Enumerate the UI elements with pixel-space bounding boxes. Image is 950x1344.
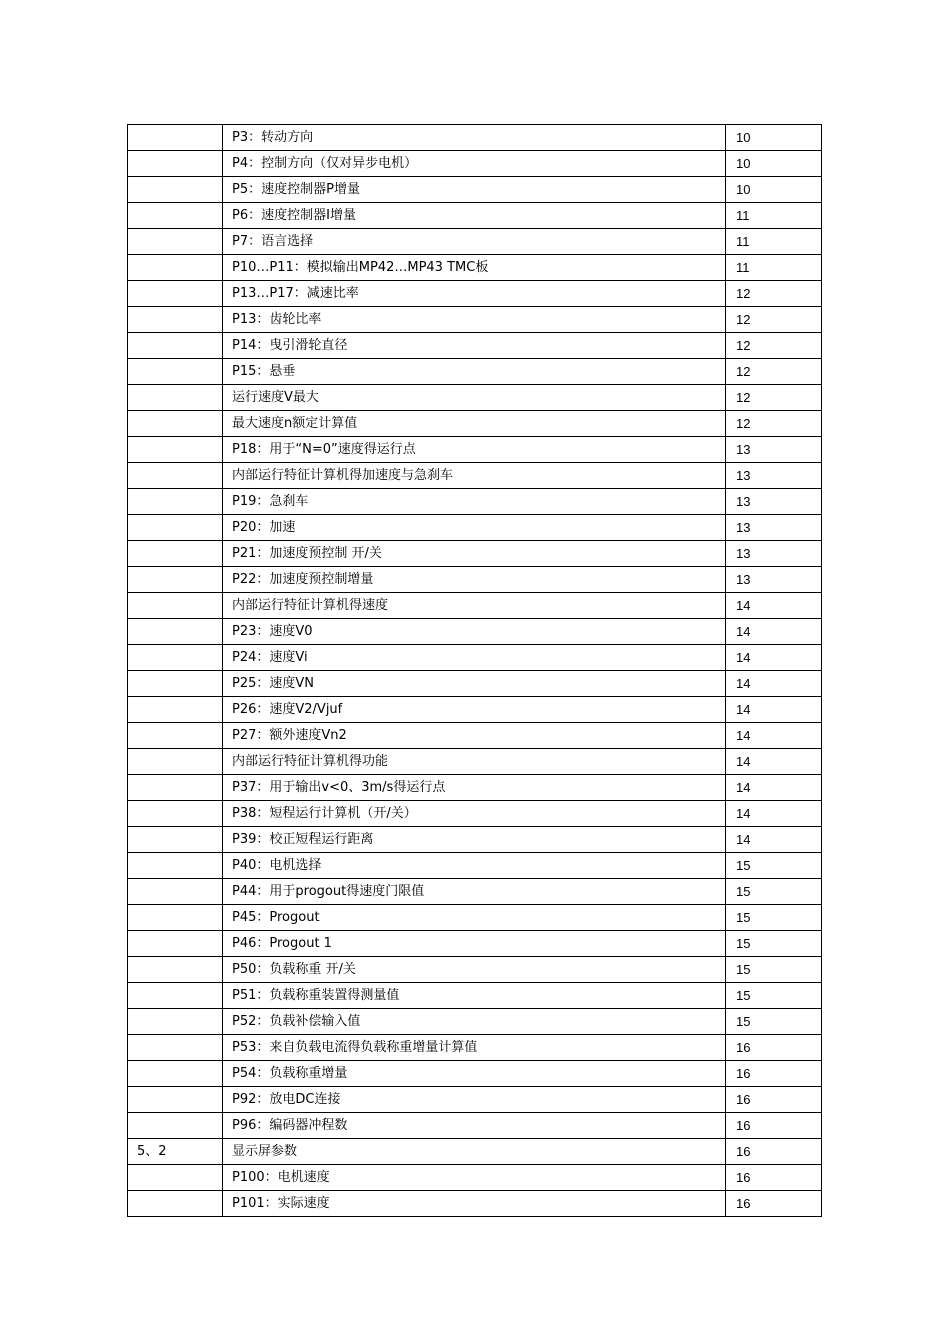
entry-title-cell: P50：负载称重 开/关 — [223, 957, 726, 983]
section-number-cell — [128, 1191, 223, 1217]
entry-title-cell: P51：负载称重装置得测量值 — [223, 983, 726, 1009]
entry-title-cell: P15：悬垂 — [223, 359, 726, 385]
toc-row — [128, 1061, 822, 1087]
entry-title-cell: P40：电机选择 — [223, 853, 726, 879]
section-number-cell — [128, 203, 223, 229]
page-number-cell: 11 — [726, 255, 822, 281]
page-number-cell: 14 — [726, 749, 822, 775]
entry-title-cell: P100：电机速度 — [223, 1165, 726, 1191]
entry-title-cell: P39：校正短程运行距离 — [223, 827, 726, 853]
section-number-cell — [128, 125, 223, 151]
entry-title-cell: P18：用于“N=0”速度得运行点 — [223, 437, 726, 463]
page-number-cell: 12 — [726, 359, 822, 385]
page-number-cell: 15 — [726, 957, 822, 983]
toc-row — [128, 983, 822, 1009]
page-number-cell: 12 — [726, 281, 822, 307]
toc-row — [128, 1113, 822, 1139]
section-number-cell — [128, 385, 223, 411]
section-number-cell — [128, 1009, 223, 1035]
section-number-cell — [128, 775, 223, 801]
section-number-cell — [128, 177, 223, 203]
page-number-cell: 15 — [726, 853, 822, 879]
entry-title-cell: P46：Progout 1 — [223, 931, 726, 957]
section-number-cell — [128, 463, 223, 489]
section-number-cell — [128, 567, 223, 593]
entry-title-cell: P13：齿轮比率 — [223, 307, 726, 333]
entry-title-cell: 显示屏参数 — [223, 1139, 726, 1165]
section-number-cell — [128, 1061, 223, 1087]
section-number-cell — [128, 151, 223, 177]
entry-title-cell: P21：加速度预控制 开/关 — [223, 541, 726, 567]
entry-title-cell: 内部运行特征计算机得速度 — [223, 593, 726, 619]
entry-title-cell: P6：速度控制器I增量 — [223, 203, 726, 229]
section-number-cell — [128, 853, 223, 879]
entry-title-cell: P92：放电DC连接 — [223, 1087, 726, 1113]
page-number-cell: 15 — [726, 1009, 822, 1035]
section-number-cell — [128, 229, 223, 255]
entry-title-cell: P26：速度V2/Vjuf — [223, 697, 726, 723]
page-number-cell: 14 — [726, 593, 822, 619]
entry-title-cell: P45：Progout — [223, 905, 726, 931]
toc-row — [128, 1035, 822, 1061]
toc-row — [128, 775, 822, 801]
page-number-cell: 12 — [726, 411, 822, 437]
entry-title-cell: P23：速度V0 — [223, 619, 726, 645]
entry-title-cell: P25：速度VN — [223, 671, 726, 697]
entry-title-cell: 运行速度V最大 — [223, 385, 726, 411]
page-number-cell: 12 — [726, 385, 822, 411]
page-number-cell: 13 — [726, 463, 822, 489]
toc-row — [128, 125, 822, 151]
toc-row — [128, 177, 822, 203]
section-number-cell — [128, 983, 223, 1009]
entry-title-cell: P52：负载补偿输入值 — [223, 1009, 726, 1035]
page-number-cell: 15 — [726, 905, 822, 931]
toc-row — [128, 671, 822, 697]
page-number-cell: 11 — [726, 229, 822, 255]
toc-row — [128, 307, 822, 333]
entry-title-cell: P96：编码器冲程数 — [223, 1113, 726, 1139]
section-number-cell — [128, 1087, 223, 1113]
entry-title-cell: P38：短程运行计算机（开/关） — [223, 801, 726, 827]
page-number-cell: 14 — [726, 619, 822, 645]
toc-row — [128, 853, 822, 879]
toc-row — [128, 255, 822, 281]
page-number-cell: 13 — [726, 437, 822, 463]
toc-row — [128, 489, 822, 515]
page-number-cell: 14 — [726, 827, 822, 853]
entry-title-cell: P13…P17：减速比率 — [223, 281, 726, 307]
page-number-cell: 14 — [726, 801, 822, 827]
page-number-cell: 14 — [726, 671, 822, 697]
page-number-cell: 12 — [726, 333, 822, 359]
entry-title-cell: 内部运行特征计算机得功能 — [223, 749, 726, 775]
entry-title-cell: P44：用于progout得速度门限值 — [223, 879, 726, 905]
section-number-cell — [128, 437, 223, 463]
toc-row — [128, 203, 822, 229]
page-number-cell: 15 — [726, 931, 822, 957]
section-number-cell — [128, 957, 223, 983]
page-number-cell: 16 — [726, 1087, 822, 1113]
toc-row — [128, 1191, 822, 1217]
section-number-cell — [128, 827, 223, 853]
toc-row — [128, 281, 822, 307]
section-number-cell: 5、2 — [128, 1139, 223, 1165]
section-number-cell — [128, 1113, 223, 1139]
entry-title-cell: P3：转动方向 — [223, 125, 726, 151]
section-number-cell — [128, 1035, 223, 1061]
entry-title-cell: P10…P11：模拟输出MP42…MP43 TMC板 — [223, 255, 726, 281]
entry-title-cell: P19：急刹车 — [223, 489, 726, 515]
page-number-cell: 10 — [726, 125, 822, 151]
toc-row — [128, 723, 822, 749]
section-number-cell — [128, 333, 223, 359]
section-number-cell — [128, 515, 223, 541]
toc-row — [128, 827, 822, 853]
page-number-cell: 10 — [726, 151, 822, 177]
toc-row — [128, 411, 822, 437]
toc-row — [128, 749, 822, 775]
page-number-cell: 13 — [726, 567, 822, 593]
entry-title-cell: P4：控制方向（仅对异步电机） — [223, 151, 726, 177]
page-number-cell: 10 — [726, 177, 822, 203]
section-number-cell — [128, 697, 223, 723]
section-number-cell — [128, 541, 223, 567]
page-number-cell: 13 — [726, 515, 822, 541]
section-number-cell — [128, 281, 223, 307]
toc-row — [128, 229, 822, 255]
toc-row — [128, 151, 822, 177]
section-number-cell — [128, 801, 223, 827]
section-number-cell — [128, 879, 223, 905]
toc-row — [128, 1087, 822, 1113]
entry-title-cell: P37：用于输出v<0、3m/s得运行点 — [223, 775, 726, 801]
section-number-cell — [128, 931, 223, 957]
toc-row — [128, 567, 822, 593]
toc-body — [128, 125, 822, 1217]
section-number-cell — [128, 489, 223, 515]
page-number-cell: 14 — [726, 645, 822, 671]
toc-row — [128, 463, 822, 489]
section-number-cell — [128, 723, 223, 749]
section-number-cell — [128, 619, 223, 645]
toc-row — [128, 333, 822, 359]
page-number-cell: 14 — [726, 723, 822, 749]
entry-title-cell: P27：额外速度Vn2 — [223, 723, 726, 749]
entry-title-cell: P7：语言选择 — [223, 229, 726, 255]
page-number-cell: 16 — [726, 1139, 822, 1165]
page-number-cell: 16 — [726, 1165, 822, 1191]
toc-row — [128, 593, 822, 619]
section-number-cell — [128, 749, 223, 775]
section-number-cell — [128, 255, 223, 281]
section-number-cell — [128, 671, 223, 697]
section-number-cell — [128, 593, 223, 619]
entry-title-cell: P54：负载称重增量 — [223, 1061, 726, 1087]
toc-row — [128, 801, 822, 827]
toc-row — [128, 957, 822, 983]
toc-row — [128, 931, 822, 957]
entry-title-cell: P20：加速 — [223, 515, 726, 541]
entry-title-cell: P101：实际速度 — [223, 1191, 726, 1217]
entry-title-cell: P5：速度控制器P增量 — [223, 177, 726, 203]
section-number-cell — [128, 307, 223, 333]
page-number-cell: 16 — [726, 1191, 822, 1217]
toc-row — [128, 515, 822, 541]
page-number-cell: 13 — [726, 541, 822, 567]
toc-row — [128, 879, 822, 905]
toc-table — [127, 124, 822, 1217]
page-number-cell: 13 — [726, 489, 822, 515]
entry-title-cell: 内部运行特征计算机得加速度与急刹车 — [223, 463, 726, 489]
entry-title-cell: P24：速度Vi — [223, 645, 726, 671]
entry-title-cell: 最大速度n额定计算值 — [223, 411, 726, 437]
toc-row — [128, 905, 822, 931]
section-number-cell — [128, 1165, 223, 1191]
page-number-cell: 14 — [726, 775, 822, 801]
entry-title-cell: P14：曳引滑轮直径 — [223, 333, 726, 359]
toc-row — [128, 541, 822, 567]
section-number-cell — [128, 905, 223, 931]
page-number-cell: 11 — [726, 203, 822, 229]
toc-row — [128, 619, 822, 645]
page-number-cell: 15 — [726, 879, 822, 905]
section-number-cell — [128, 411, 223, 437]
toc-row — [128, 1009, 822, 1035]
entry-title-cell: P22：加速度预控制增量 — [223, 567, 726, 593]
section-number-cell — [128, 645, 223, 671]
entry-title-cell: P53：来自负载电流得负载称重增量计算值 — [223, 1035, 726, 1061]
page-number-cell: 15 — [726, 983, 822, 1009]
toc-row — [128, 645, 822, 671]
toc-row — [128, 385, 822, 411]
toc-row — [128, 437, 822, 463]
toc-row — [128, 1139, 822, 1165]
toc-row — [128, 359, 822, 385]
page-number-cell: 16 — [726, 1035, 822, 1061]
toc-row — [128, 1165, 822, 1191]
page-number-cell: 16 — [726, 1061, 822, 1087]
section-number-cell — [128, 359, 223, 385]
page-number-cell: 14 — [726, 697, 822, 723]
page-number-cell: 12 — [726, 307, 822, 333]
toc-row — [128, 697, 822, 723]
page-number-cell: 16 — [726, 1113, 822, 1139]
